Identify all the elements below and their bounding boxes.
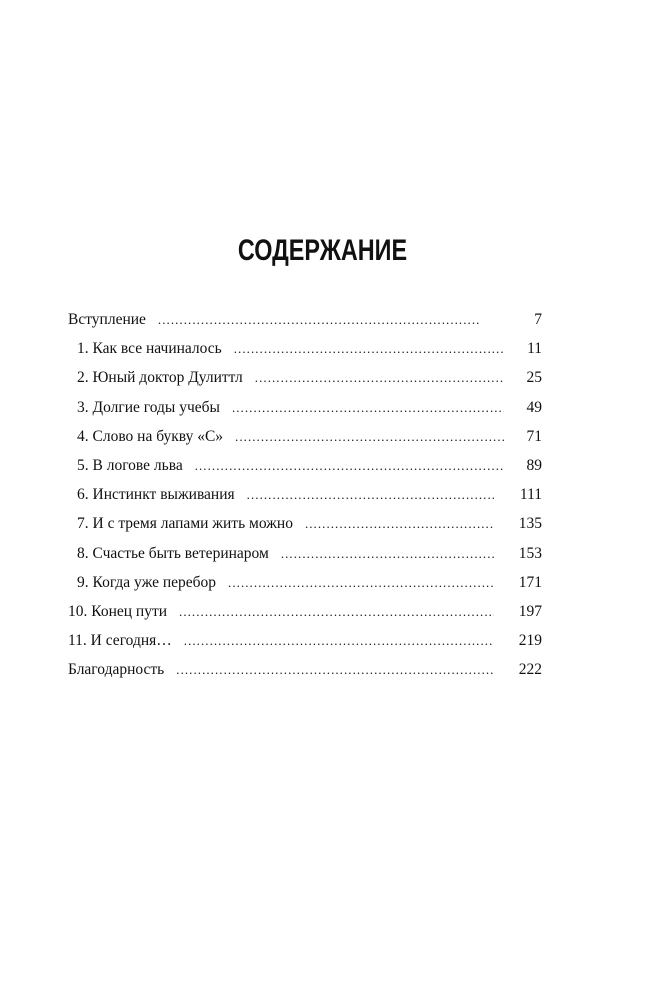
toc-entry[interactable] — [68, 393, 542, 422]
toc-entry[interactable] — [68, 626, 542, 655]
toc-entry[interactable] — [68, 655, 542, 684]
dot-leader — [184, 626, 494, 655]
dot-leader — [235, 422, 504, 451]
toc-entry-title: 3. Долгие годы учебы — [77, 398, 220, 416]
dot-leader — [195, 451, 504, 480]
toc-entry-page: 49 — [526, 398, 542, 416]
toc-entry[interactable] — [68, 305, 542, 334]
dot-leader — [305, 509, 494, 538]
dot-leader — [234, 334, 504, 363]
dot-leader — [247, 480, 494, 509]
toc-entry[interactable] — [68, 451, 542, 480]
page-title: СОДЕРЖАНИЕ — [237, 234, 408, 268]
toc-entry-title: 7. И с тремя лапами жить можно — [77, 515, 293, 533]
toc-entry-title: 5. В логове льва — [77, 456, 183, 474]
toc-entry-title: 1. Как все начиналось — [77, 340, 222, 358]
toc-entry-title: 9. Когда уже перебор — [77, 573, 217, 591]
dot-leader — [281, 539, 494, 568]
toc-entry-title: Благодарность — [68, 661, 165, 679]
dot-leader — [158, 305, 504, 334]
toc-entry-title: Вступление — [68, 311, 146, 328]
toc-entry-page: 153 — [518, 544, 542, 562]
dot-leader — [232, 393, 504, 422]
toc-entry-page: 219 — [518, 632, 542, 650]
toc-entry-page: 222 — [518, 661, 542, 679]
toc-entry-page: 7 — [534, 311, 542, 328]
dot-leader — [179, 597, 494, 626]
toc-entry[interactable] — [68, 480, 542, 509]
table-of-contents — [68, 305, 542, 684]
toc-entry-page: 135 — [518, 515, 542, 533]
toc-entry-page: 11 — [527, 340, 542, 358]
toc-entry-page: 171 — [518, 573, 542, 591]
dot-leader — [176, 655, 494, 684]
toc-entry-page: 197 — [518, 602, 542, 620]
toc-entry-page: 89 — [526, 456, 542, 474]
toc-entry-title: 2. Юный доктор Дулиттл — [77, 369, 243, 387]
toc-entry[interactable] — [68, 363, 542, 392]
toc-entry[interactable] — [68, 568, 542, 597]
toc-entry-title: 10. Конец пути — [68, 602, 168, 620]
toc-entry[interactable] — [68, 539, 542, 568]
toc-entry-page: 25 — [526, 369, 542, 387]
toc-entry[interactable] — [68, 422, 542, 451]
toc-entry-page: 71 — [526, 427, 542, 445]
toc-entry-title: 11. И сегодня… — [68, 632, 172, 650]
toc-entry-title: 4. Слово на букву «С» — [77, 427, 224, 445]
dot-leader — [228, 568, 494, 597]
toc-entry[interactable] — [68, 597, 542, 626]
toc-entry[interactable] — [68, 509, 542, 538]
toc-entry-page: 111 — [519, 486, 542, 504]
toc-entry[interactable] — [68, 334, 542, 363]
dot-leader — [255, 363, 504, 392]
toc-entry-title: 8. Счастье быть ветеринаром — [77, 544, 269, 562]
toc-entry-title: 6. Инстинкт выживания — [77, 486, 235, 504]
